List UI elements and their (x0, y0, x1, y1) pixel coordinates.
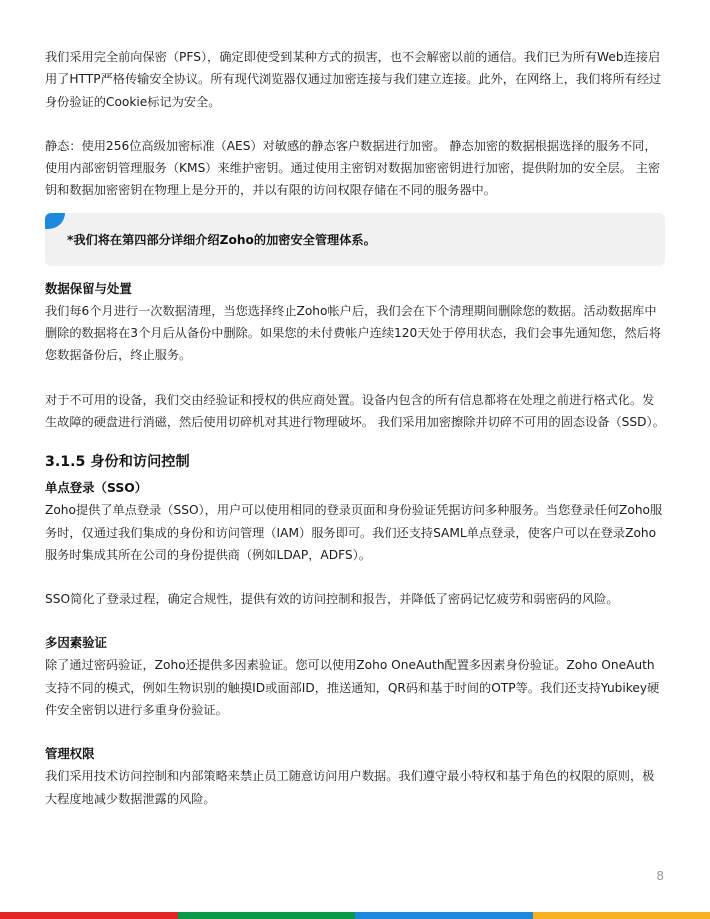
footer-segment-red (0, 912, 178, 919)
page-number: 8 (656, 869, 664, 883)
callout-box (45, 213, 665, 266)
admin-rights-paragraph: 我们采用技术访问控制和内部策略来禁止员工随意访问用户数据。我们遵守最小特权和基于角色的权限的原则，极大程度地减少数据泄露的风险。 (45, 769, 655, 806)
footer-segment-blue (355, 912, 533, 919)
intro-paragraph: 静态：使用256位高级加密标准（AES）对敏感的静态客户数据进行加密。 静态加密的数据根据选择的服务不同，使用内部密钥管理服务（KMS）来维护密钥。通过使用主密钥对数据加密密钥进行加密，提供附加的安全层。 主密钥和数据加密密钥在物理上是分开的，并以有限的访问权限存储在不同的服务器中。 (45, 138, 661, 198)
section-title: 3.1.5 身份和访问控制 (45, 454, 190, 471)
data-retention-heading: 数据保留与处置 (45, 280, 132, 296)
intro-paragraph: 我们采用完全前向保密（PFS），确定即使受到某种方式的损害，也不会解密以前的通信。我们已为所有Web连接启用了HTTP严格传输安全协议。所有现代浏览器仅通过加密连接与我们建立连接。此外，在网络上，我们将所有经过身份验证的Cookie标记为安全。 (45, 50, 662, 109)
callout-accent-shape (45, 213, 65, 229)
callout-text: *我们将在第四部分详细介绍Zoho的加密安全管理体系。 (67, 232, 376, 247)
mfa-paragraph: 除了通过密码验证，Zoho还提供多因素验证。您可以使用Zoho OneAuth配置多因素身份验证。Zoho OneAuth支持不同的模式，例如生物识别的触摸ID或面部ID，推送通知，QR码和基于时间的OTP等。我们还支持Yubikey硬件安全密钥以进行多重身份验证。 (45, 658, 660, 718)
sso-paragraph: SSO简化了登录过程，确定合规性，提供有效的访问控制和报告，并降低了密码记忆疲劳和弱密码的风险。 (45, 592, 619, 607)
sso-paragraph: Zoho提供了单点登录（SSO），用户可以使用相同的登录页面和身份验证凭据访问多种服务。当您登录任何Zoho服务时，仅通过我们集成的身份和访问管理（IAM）服务即可。我们还支持SAML单点登录，使客户可以在登录Zoho服务时集成其所在公司的身份提供商（例如LDAP，ADFS）。 (45, 503, 663, 562)
data-retention-paragraph: 对于不可用的设备，我们交由经验证和授权的供应商处置。设备内包含的所有信息都将在处理之前进行格式化。发生故障的硬盘进行消磁，然后使用切碎机对其进行物理破坏。 我们采用加密擦除并切碎不可用的固态设备（SSD）。 (45, 392, 665, 429)
sso-heading: 单点登录（SSO） (45, 480, 148, 496)
footer-color-bar (0, 912, 710, 919)
page-content (45, 46, 665, 810)
footer-segment-green (178, 912, 356, 919)
mfa-heading: 多因素验证 (45, 635, 107, 651)
admin-rights-heading: 管理权限 (45, 746, 95, 762)
footer-segment-yellow (533, 912, 710, 919)
data-retention-paragraph: 我们每6个月进行一次数据清理，当您选择终止Zoho帐户后，我们会在下个清理期间删除您的数据。活动数据库中删除的数据将在3个月后从备份中删除。如果您的未付费帐户连续120天处于停用状态，我们会事先通知您，然后将您数据备份后，终止服务。 (45, 303, 662, 363)
